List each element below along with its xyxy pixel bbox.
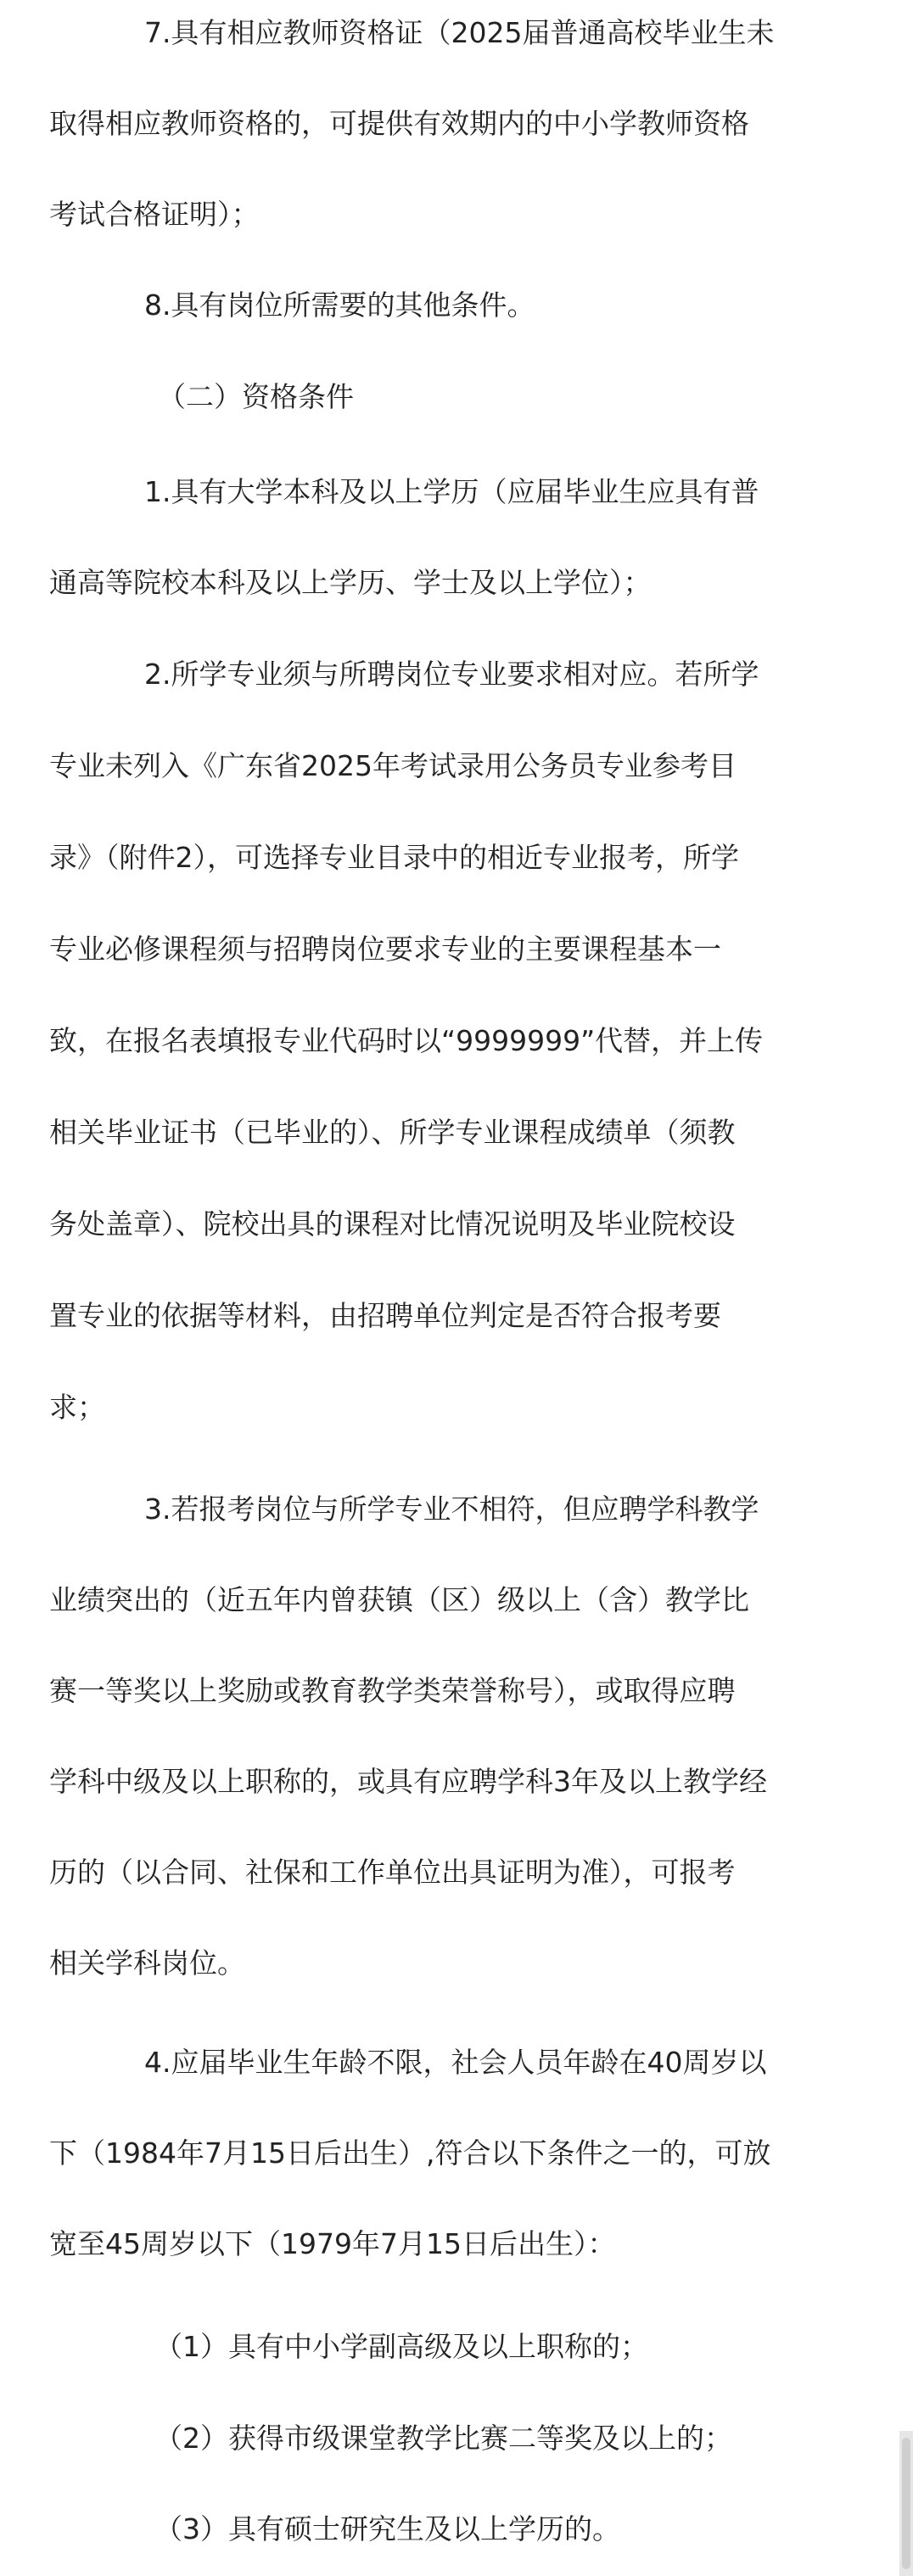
text-line: （2）获得市级课堂教学比赛二等奖及以上的； [154, 2422, 732, 2455]
text-line: （1）具有中小学副高级及以上职称的； [154, 2330, 648, 2363]
text-line: 录》（附件2），可选择专业目录中的相近专业报考，所学 [49, 841, 739, 874]
text-line: 3.若报考岗位与所学专业不相符，但应聘学科教学 [144, 1492, 759, 1526]
text-line: 4.应届毕业生年龄不限，社会人员年龄在40周岁以 [144, 2046, 767, 2079]
scrollbar[interactable] [899, 2431, 913, 2576]
text-line: 置专业的依据等材料，由招聘单位判定是否符合报考要 [49, 1299, 721, 1332]
text-line: 7.具有相应教师资格证（2025届普通高校毕业生未 [144, 16, 775, 49]
text-line: 求； [49, 1391, 105, 1424]
text-line: 通高等院校本科及以上学历、学士及以上学位）； [49, 566, 652, 599]
text-line: 8.具有岗位所需要的其他条件。 [144, 288, 535, 322]
text-line: （3）具有硕士研究生及以上学历的。 [154, 2512, 620, 2545]
text-line: 务处盖章）、院校出具的课程对比情况说明及毕业院校设 [49, 1207, 736, 1240]
text-line: 专业必修课程须与招聘岗位要求专业的主要课程基本一 [49, 932, 721, 966]
text-line: 赛一等奖以上奖励或教育教学类荣誉称号），或取得应聘 [49, 1674, 736, 1707]
text-line: 下（1984年7月15日后出生）,符合以下条件之一的，可放 [49, 2136, 771, 2170]
text-line: 考试合格证明）； [49, 198, 260, 231]
text-line: 相关毕业证书（已毕业的）、所学专业课程成绩单（须教 [49, 1116, 736, 1149]
text-line: 学科中级及以上职称的，或具有应聘学科3年及以上教学经 [49, 1765, 767, 1798]
section-heading: （二）资格条件 [158, 380, 354, 413]
text-line: 宽至45周岁以下（1979年7月15日后出生）： [49, 2227, 616, 2260]
text-line: 相关学科岗位。 [49, 1946, 245, 1980]
text-line: 历的（以合同、社保和工作单位出具证明为准），可报考 [49, 1856, 736, 1889]
scrollbar-thumb[interactable] [902, 2438, 910, 2569]
text-line: 取得相应教师资格的，可提供有效期内的中小学教师资格 [49, 107, 749, 140]
text-line: 致，在报名表填报专业代码时以“9999999”代替，并上传 [49, 1024, 764, 1057]
text-line: 专业未列入《广东省2025年考试录用公务员专业参考目 [49, 749, 737, 782]
text-line: 2.所学专业须与所聘岗位专业要求相对应。若所学 [144, 658, 759, 691]
text-line: 业绩突出的（近五年内曾获镇（区）级以上（含）教学比 [49, 1583, 749, 1616]
text-line: 1.具有大学本科及以上学历（应届毕业生应具有普 [144, 475, 759, 508]
